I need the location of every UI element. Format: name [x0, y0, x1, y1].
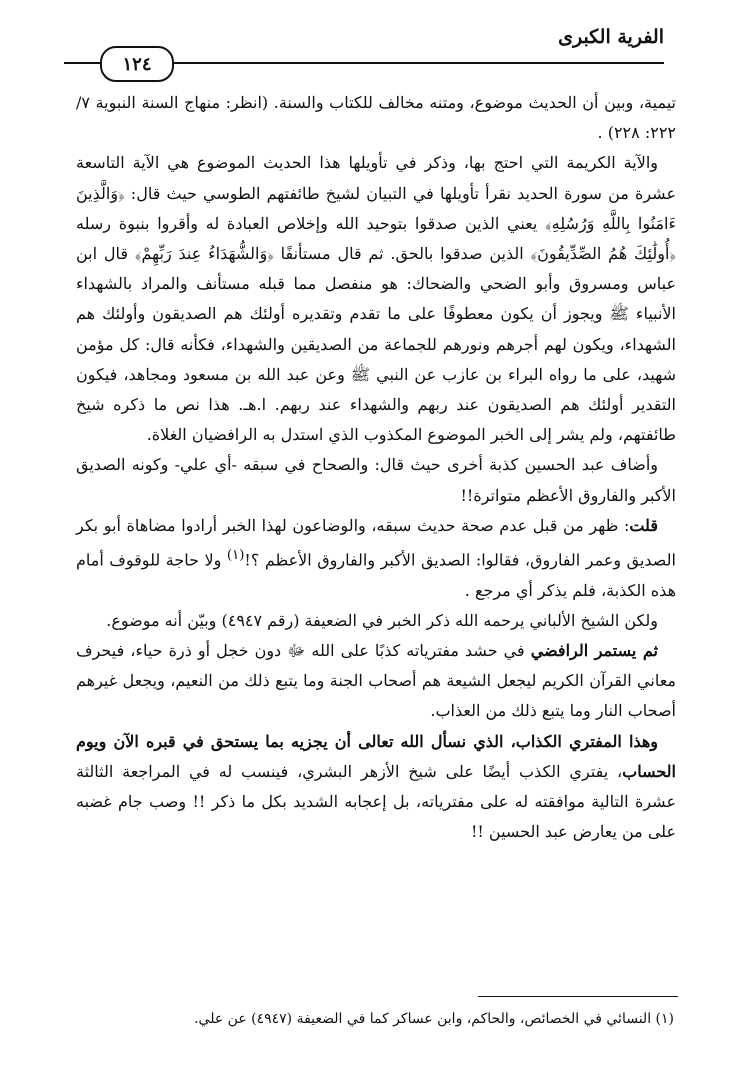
paragraph	[76, 88, 676, 148]
text-run: ، يفتري الكذب أيضًا على شيخ الأزهر البشري، فينسب له في المراجعة الثالثة عشرة التالية موافقته له على مفترياته، بل إعجابه الشديد بكل ما ذكر !! وصب جام غضبه على من يعارض عبد الحسين !!	[76, 761, 677, 842]
text-run: ولكن الشيخ الألباني يرحمه الله ذكر الخبر في الضعيفة (رقم ٤٩٤٧) وبيّن أنه موضوع.	[106, 610, 658, 630]
bold-text: وهذا المفتري الكذاب، الذي نسأل الله تعالى أن يجزيه بما يستحق في قبره الآن ويوم الحساب	[76, 731, 676, 781]
paragraph	[76, 450, 676, 510]
text-run: في حشد مفترياته كذبًا على الله ﷻ دون خجل أو ذرة حياء، فيحرف معاني القرآن الكريم ليجعل الشيعة هم أصحاب الجنة وما يتبع ذلك من النعيم، ويجعل غيرهم أصحاب النار وما يتبع ذلك من العذاب.	[76, 640, 676, 721]
page-body	[76, 88, 676, 847]
footnote: (١) النسائي في الخصائص، والحاكم، وابن عساكر كما في الضعيفة (٤٩٤٧) عن علي.	[194, 1011, 674, 1027]
paragraph	[76, 636, 676, 727]
paragraph	[76, 606, 676, 636]
bold-text: قلت	[629, 515, 658, 535]
paragraph	[76, 148, 676, 450]
paragraph	[76, 727, 676, 848]
text-run: تيمية، وبين أن الحديث موضوع، ومتنه مخالف للكتاب والسنة. (انظر: منهاج السنة النبوية ٧/ ٢٢٢: ٢٢٨) .	[76, 93, 676, 143]
text-run: : ظهر من قبل عدم صحة حديث سبقه، والوضاعون لهذا الخبر أرادوا مضاهاة أبو بكر الصديق وعمر الفاروق، فقالوا: الصديق الأكبر والفاروق الأعظم ؟!	[76, 515, 676, 570]
book-title: الفرية الكبرى	[558, 26, 664, 48]
bold-text: ثم يستمر الرافضي	[530, 640, 659, 660]
footnote-rule	[478, 996, 678, 997]
page-header	[64, 26, 664, 75]
paragraph	[76, 511, 676, 606]
page-number: ١٢٤	[122, 53, 152, 75]
text-run: ولا حاجة للوقوف أمام هذه الكذبة، فلم يذكر أي مرجع .	[76, 550, 676, 600]
footnote-marker: (١)	[226, 548, 245, 564]
page-number-badge	[100, 46, 174, 82]
text-run: والآية الكريمة التي احتج بها، وذكر في تأويلها هذا الحديث الموضوع هي الآية التاسعة عشرة من سورة الحديد نقرأ تأويلها في التبيان لشيخ طائفتهم الطوسي حيث قال: ﴿وَالَّذِينَ ءَامَنُوا بِاللَّهِ وَرُسُلِهِ﴾ يعني الذين صدقوا بتوحيد الله وإخلاص العبادة له وأقروا بنبوة رسله ﴿أُولَٰئِكَ هُمُ الصِّدِّيقُونَ﴾ الذين صدقوا بالحق. ثم قال مستأنفًا ﴿وَالشُّهَدَاءُ عِندَ رَبِّهِمْ﴾ قال ابن عباس ومسروق وأبو الضحي والضحاك: هو منفصل مما قبله مستأنف والمراد بالشهداء الأنبياء ﷺ ويجوز أن يكون معطوفًا على ما تقدم وتقديره أولئك هم الصديقون وأولئك هم الشهداء، ويكون لهم أجرهم ونورهم للجماعة من الصديقين والشهداء، فكأنه قال: كل مؤمن شهيد، على ما رواه البراء بن عازب عن النبي ﷺ وعن عبد الله بن مسعود ومجاهد، فيكون التقدير أولئك هم الصديقون عند ربهم والشهداء عند ربهم. ا.هـ. هذا نص ما ذكره شيخ طائفتهم، ولم يشر إلى الخبر الموضوع المكذوب الذي استدل به الرافضيان الغلاة.	[76, 153, 677, 445]
text-run: وأضاف عبد الحسين كذبة أخرى حيث قال: والصحاح في سبقه -أي علي- وكونه الصديق الأكبر والفاروق الأعظم متواترة!!	[76, 455, 676, 505]
